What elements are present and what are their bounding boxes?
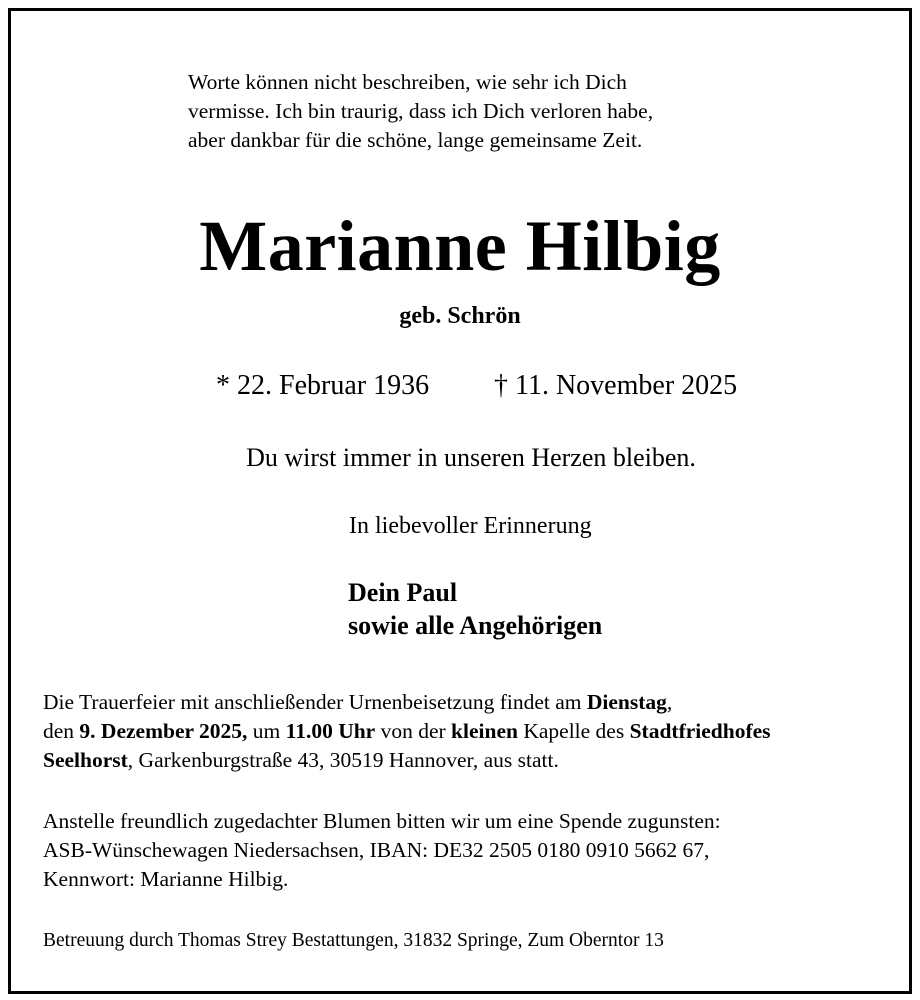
verse-line: Du wirst immer in unseren Herzen bleiben. xyxy=(246,443,696,472)
ceremony-time: 11.00 Uhr xyxy=(285,719,376,743)
signer-line: Dein Paul xyxy=(348,578,458,607)
memory-line: In liebevoller Erinnerung xyxy=(349,513,592,539)
donation-line: Kennwort: Marianne Hilbig. xyxy=(43,867,289,891)
deceased-name: Marianne Hilbig xyxy=(199,206,721,286)
ceremony-line-2 xyxy=(43,717,771,746)
signers xyxy=(348,576,602,642)
ceremony-line-1 xyxy=(43,688,771,717)
ceremony-day: Dienstag xyxy=(586,690,667,714)
ceremony-text: Kapelle des xyxy=(517,719,630,743)
birth-date: * 22. Februar 1936 xyxy=(216,370,430,401)
death-date: † 11. November 2025 xyxy=(494,370,738,401)
motto-line: vermisse. Ich bin traurig, dass ich Dich verloren habe, xyxy=(188,99,654,123)
ceremony-text: von der xyxy=(375,719,452,743)
motto-line: Worte können nicht beschreiben, wie sehr ich Dich xyxy=(188,70,627,94)
ceremony-date: 9. Dezember 2025, xyxy=(79,719,248,743)
donation-line: Anstelle freundlich zugedachter Blumen bitten wir um eine Spende zugunsten: xyxy=(43,809,721,833)
obituary-frame xyxy=(8,8,912,994)
signer-line: sowie alle Angehörigen xyxy=(348,611,603,640)
ceremony-details xyxy=(43,688,771,775)
ceremony-chapel-size: kleinen xyxy=(451,719,518,743)
donation-details xyxy=(43,807,721,894)
motto-text xyxy=(188,68,653,155)
ceremony-text: um xyxy=(247,719,286,743)
ceremony-text: den xyxy=(43,719,80,743)
ceremony-text: , xyxy=(666,690,673,714)
motto-line: aber dankbar für die schöne, lange gemeinsame Zeit. xyxy=(188,128,643,152)
ceremony-address: , Garkenburgstraße 43, 30519 Hannover, aus statt. xyxy=(127,748,559,772)
ceremony-text: Die Trauerfeier mit anschließender Urnenbeisetzung findet am xyxy=(43,690,587,714)
ceremony-line-3 xyxy=(43,746,771,775)
donation-line: ASB-Wünschewagen Niedersachsen, IBAN: DE32 2505 0180 0910 5662 67, xyxy=(43,838,710,862)
maiden-name: geb. Schrön xyxy=(399,303,521,329)
undertaker-line: Betreuung durch Thomas Strey Bestattungen, 31832 Springe, Zum Oberntor 13 xyxy=(43,930,664,951)
ceremony-cemetery: Stadtfriedhofes xyxy=(629,719,771,743)
ceremony-cemetery-name: Seelhorst xyxy=(43,748,128,772)
